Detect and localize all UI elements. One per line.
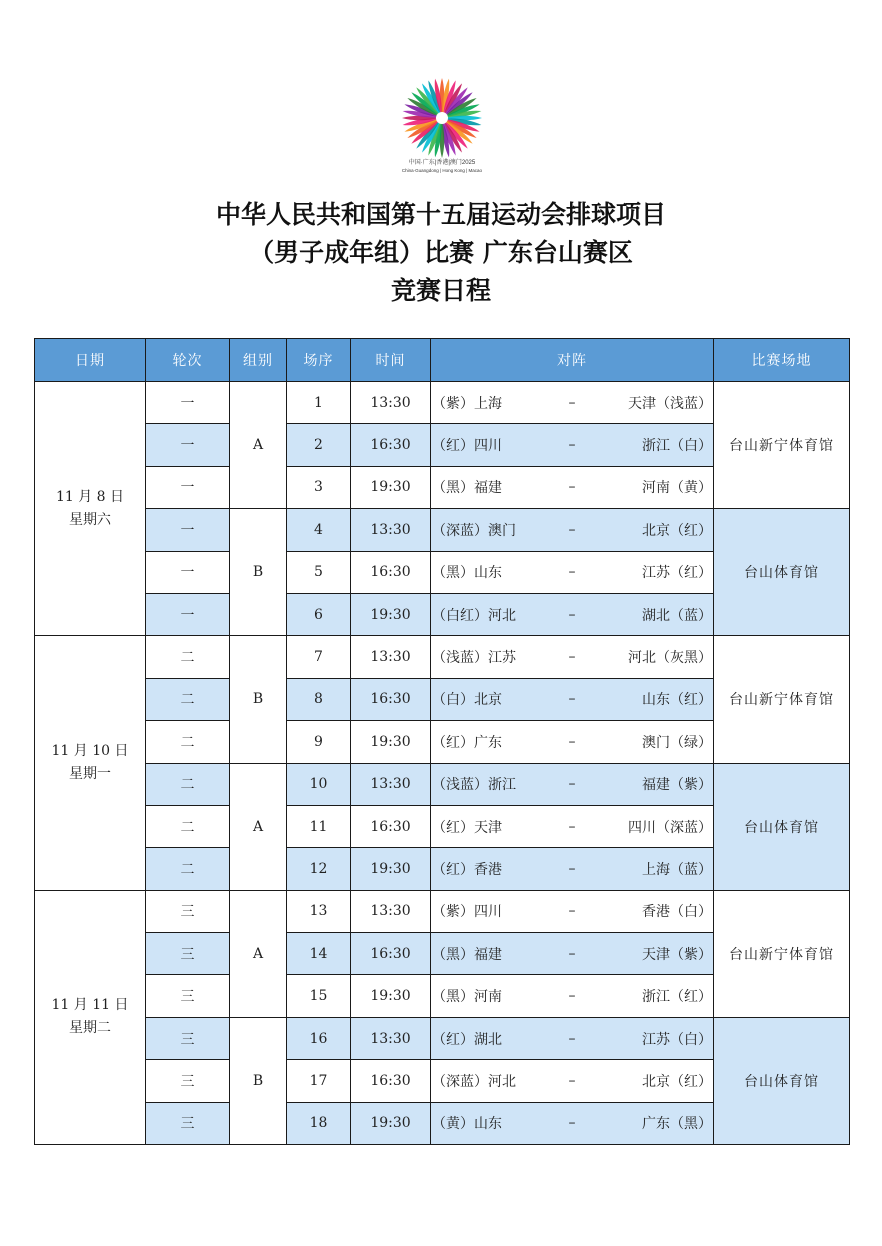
time-cell: 19:30 <box>351 593 431 635</box>
group-cell: A <box>230 382 287 509</box>
matchup <box>431 1029 713 1049</box>
home-team: （红）广东 <box>432 734 502 751</box>
matchup <box>431 1071 713 1091</box>
match-no-cell: 8 <box>287 678 351 720</box>
match-no-cell: 12 <box>287 848 351 890</box>
weekday-text: 星期二 <box>69 1020 111 1037</box>
round-cell: 一 <box>146 382 230 424</box>
header-match-no: 场序 <box>287 339 351 382</box>
time-cell: 16:30 <box>351 678 431 720</box>
match-no-cell: 16 <box>287 1017 351 1059</box>
page-title <box>0 196 882 310</box>
away-team: 河北（灰黑） <box>628 650 712 667</box>
matchup <box>431 477 713 497</box>
match-no-cell: 2 <box>287 424 351 466</box>
match-no-cell: 3 <box>287 466 351 508</box>
venue-cell: 台山新宁体育馆 <box>714 382 850 509</box>
matchup-cell <box>431 636 714 678</box>
matchup-cell <box>431 509 714 551</box>
matchup-cell <box>431 1060 714 1102</box>
matchup <box>431 605 713 625</box>
time-cell: 19:30 <box>351 466 431 508</box>
time-cell: 19:30 <box>351 848 431 890</box>
round-cell: 二 <box>146 763 230 805</box>
match-no-cell: 11 <box>287 805 351 847</box>
matchup <box>431 986 713 1006</box>
matchup <box>431 774 713 794</box>
away-team: 澳门（绿） <box>642 734 712 751</box>
matchup-cell <box>431 466 714 508</box>
header-venue: 比赛场地 <box>714 339 850 382</box>
away-team: 江苏（红） <box>642 565 712 582</box>
table-row <box>35 509 850 551</box>
away-team: 天津（浅蓝） <box>628 395 712 412</box>
matchup <box>431 1113 713 1133</box>
match-no-cell: 13 <box>287 890 351 932</box>
date-cell <box>35 382 146 636</box>
matchup <box>431 520 713 540</box>
time-cell: 13:30 <box>351 1017 431 1059</box>
home-team: （黑）福建 <box>432 480 502 497</box>
matchup-cell <box>431 805 714 847</box>
time-cell: 13:30 <box>351 509 431 551</box>
vs-separator: – <box>568 776 576 793</box>
table-row <box>35 763 850 805</box>
matchup <box>431 435 713 455</box>
group-cell: B <box>230 636 287 763</box>
away-team: 香港（白） <box>642 904 712 921</box>
time-cell: 19:30 <box>351 1102 431 1144</box>
title-line-2: （男子成年组）比赛 广东台山赛区 <box>249 238 633 267</box>
weekday-text: 星期六 <box>69 511 111 528</box>
date-text: 11 月 8 日 <box>55 488 125 505</box>
home-team: （黄）山东 <box>432 1116 502 1133</box>
round-cell: 二 <box>146 678 230 720</box>
group-cell: B <box>230 509 287 636</box>
matchup-cell <box>431 975 714 1017</box>
match-no-cell: 17 <box>287 1060 351 1102</box>
away-team: 福建（紫） <box>642 777 712 794</box>
vs-separator: – <box>568 606 576 623</box>
venue-cell: 台山体育馆 <box>714 763 850 890</box>
match-no-cell: 18 <box>287 1102 351 1144</box>
matchup <box>431 689 713 709</box>
matchup <box>431 817 713 837</box>
vs-separator: – <box>568 733 576 750</box>
title-line-3: 竞赛日程 <box>390 276 491 305</box>
match-no-cell: 14 <box>287 933 351 975</box>
matchup-cell <box>431 763 714 805</box>
matchup-cell <box>431 1017 714 1059</box>
title-line-1: 中华人民共和国第十五届运动会排球项目 <box>215 200 666 229</box>
venue-cell: 台山新宁体育馆 <box>714 636 850 763</box>
venue-cell: 台山体育馆 <box>714 1017 850 1144</box>
vs-separator: – <box>568 1072 576 1089</box>
logo-subcaption: China·Guangdong | Hong Kong | Macao <box>401 168 483 173</box>
away-team: 浙江（红） <box>642 989 712 1006</box>
round-cell: 三 <box>146 1102 230 1144</box>
away-team: 江苏（白） <box>642 1031 712 1048</box>
table-row <box>35 890 850 932</box>
away-team: 河南（黄） <box>642 480 712 497</box>
round-cell: 二 <box>146 848 230 890</box>
away-team: 湖北（蓝） <box>642 607 712 624</box>
round-cell: 二 <box>146 805 230 847</box>
home-team: （紫）四川 <box>432 904 502 921</box>
home-team: （红）四川 <box>432 438 502 455</box>
matchup-cell <box>431 678 714 720</box>
venue-cell: 台山体育馆 <box>714 509 850 636</box>
vs-separator: – <box>568 437 576 454</box>
home-team: （红）湖北 <box>432 1031 502 1048</box>
vs-separator: – <box>568 860 576 877</box>
round-cell: 一 <box>146 593 230 635</box>
match-no-cell: 15 <box>287 975 351 1017</box>
time-cell: 19:30 <box>351 721 431 763</box>
round-cell: 一 <box>146 551 230 593</box>
time-cell: 16:30 <box>351 805 431 847</box>
matchup <box>431 944 713 964</box>
away-team: 山东（红） <box>642 692 712 709</box>
round-cell: 三 <box>146 975 230 1017</box>
vs-separator: – <box>568 479 576 496</box>
date-text: 11 月 10 日 <box>51 743 129 760</box>
group-cell: A <box>230 763 287 890</box>
venue-cell: 台山新宁体育馆 <box>714 890 850 1017</box>
vs-separator: – <box>568 1115 576 1132</box>
matchup-cell <box>431 593 714 635</box>
away-team: 北京（红） <box>642 1073 712 1090</box>
match-no-cell: 4 <box>287 509 351 551</box>
table-row <box>35 636 850 678</box>
group-cell: A <box>230 890 287 1017</box>
away-team: 四川（深蓝） <box>628 819 712 836</box>
round-cell: 三 <box>146 933 230 975</box>
date-text: 11 月 11 日 <box>51 997 129 1014</box>
vs-separator: – <box>568 564 576 581</box>
away-team: 天津（紫） <box>642 946 712 963</box>
home-team: （白红）河北 <box>432 607 516 624</box>
home-team: （白）北京 <box>432 692 502 709</box>
time-cell: 16:30 <box>351 1060 431 1102</box>
header-matchup: 对阵 <box>431 339 714 382</box>
round-cell: 一 <box>146 466 230 508</box>
matchup-cell <box>431 424 714 466</box>
time-cell: 16:30 <box>351 551 431 593</box>
vs-separator: – <box>568 818 576 835</box>
match-no-cell: 5 <box>287 551 351 593</box>
round-cell: 三 <box>146 890 230 932</box>
logo-caption <box>386 160 498 174</box>
header-group: 组别 <box>230 339 287 382</box>
round-cell: 三 <box>146 1017 230 1059</box>
round-cell: 二 <box>146 636 230 678</box>
date-cell <box>35 636 146 890</box>
home-team: （深蓝）澳门 <box>432 522 516 539</box>
time-cell: 13:30 <box>351 382 431 424</box>
round-cell: 一 <box>146 509 230 551</box>
matchup-cell <box>431 933 714 975</box>
header-round: 轮次 <box>146 339 230 382</box>
schedule-table <box>34 338 850 1145</box>
time-cell: 13:30 <box>351 890 431 932</box>
matchup-cell <box>431 382 714 424</box>
home-team: （深蓝）河北 <box>432 1073 516 1090</box>
table-row <box>35 1017 850 1059</box>
matchup-cell <box>431 721 714 763</box>
round-cell: 一 <box>146 424 230 466</box>
away-team: 浙江（白） <box>642 438 712 455</box>
time-cell: 16:30 <box>351 424 431 466</box>
header-date: 日期 <box>35 339 146 382</box>
time-cell: 19:30 <box>351 975 431 1017</box>
home-team: （紫）上海 <box>432 395 502 412</box>
match-no-cell: 9 <box>287 721 351 763</box>
matchup <box>431 859 713 879</box>
vs-separator: – <box>568 1030 576 1047</box>
home-team: （红）香港 <box>432 861 502 878</box>
matchup-cell <box>431 890 714 932</box>
vs-separator: – <box>568 903 576 920</box>
match-no-cell: 10 <box>287 763 351 805</box>
vs-separator: – <box>568 988 576 1005</box>
group-cell: B <box>230 1017 287 1144</box>
time-cell: 13:30 <box>351 763 431 805</box>
home-team: （黑）福建 <box>432 946 502 963</box>
away-team: 上海（蓝） <box>642 861 712 878</box>
header-time: 时间 <box>351 339 431 382</box>
vs-separator: – <box>568 394 576 411</box>
away-team: 北京（红） <box>642 522 712 539</box>
matchup-cell <box>431 848 714 890</box>
matchup <box>431 732 713 752</box>
table-header-row <box>35 339 850 382</box>
match-no-cell: 1 <box>287 382 351 424</box>
matchup-cell <box>431 1102 714 1144</box>
vs-separator: – <box>568 945 576 962</box>
home-team: （黑）山东 <box>432 565 502 582</box>
match-no-cell: 7 <box>287 636 351 678</box>
matchup <box>431 562 713 582</box>
matchup <box>431 393 713 413</box>
vs-separator: – <box>568 521 576 538</box>
matchup-cell <box>431 551 714 593</box>
vs-separator: – <box>568 691 576 708</box>
time-cell: 16:30 <box>351 933 431 975</box>
match-no-cell: 6 <box>287 593 351 635</box>
home-team: （浅蓝）江苏 <box>432 650 516 667</box>
matchup <box>431 647 713 667</box>
weekday-text: 星期一 <box>69 766 111 783</box>
matchup <box>431 901 713 921</box>
vs-separator: – <box>568 649 576 666</box>
table-row <box>35 382 850 424</box>
logo-caption-text: 中国·广东|香港|澳门2025 <box>408 160 476 166</box>
round-cell: 二 <box>146 721 230 763</box>
round-cell: 三 <box>146 1060 230 1102</box>
time-cell: 13:30 <box>351 636 431 678</box>
home-team: （浅蓝）浙江 <box>432 777 516 794</box>
home-team: （黑）河南 <box>432 989 502 1006</box>
away-team: 广东（黑） <box>642 1116 712 1133</box>
date-cell <box>35 890 146 1144</box>
home-team: （红）天津 <box>432 819 502 836</box>
